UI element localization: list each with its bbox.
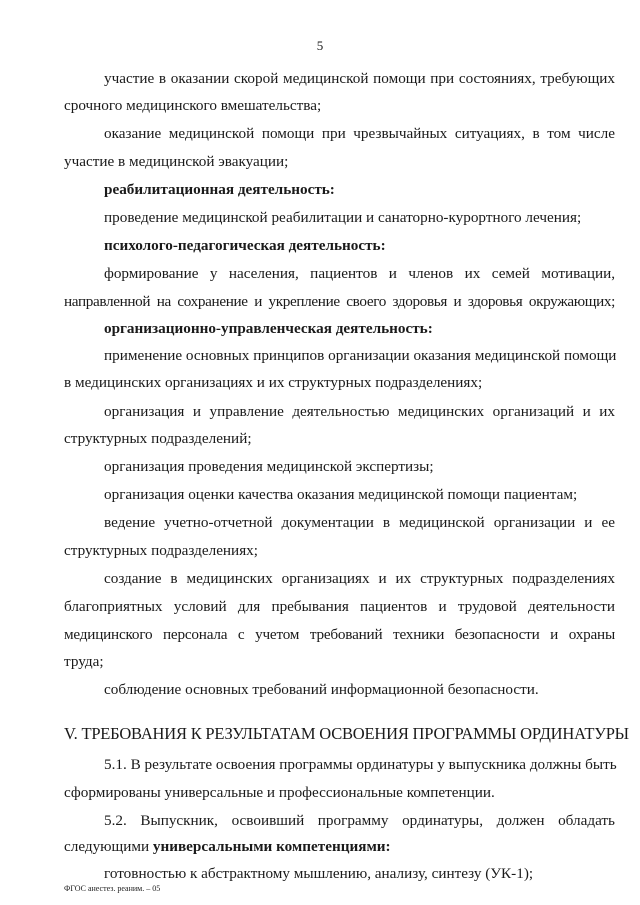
page-number: 5 [316, 38, 324, 53]
footer-note: ФГОС анестез. реаним. – 05 [64, 884, 161, 893]
text-line: 5.1. В результате освоения программы ординатуры у выпускника должны быть [104, 756, 617, 773]
text-line: медицинского персонала с учетом требований техники безопасности и охраны [64, 626, 615, 643]
section-label-rehabilitation: реабилитационная деятельность: [104, 181, 335, 198]
text-line: благоприятных условий для пребывания пациентов и трудовой деятельности [64, 598, 615, 615]
text-line: 5.2. Выпускник, освоивший программу ординатуры, должен обладать [104, 812, 615, 829]
text-line: структурных подразделениях; [64, 542, 258, 559]
section-heading: V. ТРЕБОВАНИЯ К РЕЗУЛЬТАТАМ ОСВОЕНИЯ ПРОГРАММЫ ОРДИНАТУРЫ [64, 724, 629, 743]
section-label-management: организационно-управленческая деятельность: [104, 320, 433, 337]
text-line: организация и управление деятельностью медицинских организаций и их [104, 403, 615, 420]
text-line: в медицинских организациях и их структурных подразделениях; [64, 374, 483, 391]
text-line: сформированы универсальные и профессиональные компетенции. [64, 784, 495, 801]
text-line: ведение учетно-отчетной документации в медицинской организации и ее [104, 514, 615, 531]
text-line: готовностью к абстрактному мышлению, анализу, синтезу (УК-1); [104, 865, 534, 882]
universal-competencies-label: универсальными компетенциями: [152, 838, 391, 855]
text-line: срочного медицинского вмешательства; [64, 97, 322, 114]
text-line: организация проведения медицинской экспертизы; [104, 458, 434, 475]
text-line: оказание медицинской помощи при чрезвычайных ситуациях, в том числе [104, 125, 615, 142]
text-line: формирование у населения, пациентов и членов их семей мотивации, [104, 265, 615, 282]
text-line: участие в оказании скорой медицинской помощи при состояниях, требующих [104, 70, 615, 87]
text-line: участие в медицинской эвакуации; [64, 153, 289, 170]
text-line [64, 838, 391, 856]
text-line-start: следующими [64, 838, 153, 855]
text-line: создание в медицинских организациях и их структурных подразделениях [104, 570, 615, 587]
text-line: применение основных принципов организации оказания медицинской помощи [104, 347, 617, 364]
text-line: труда; [64, 653, 104, 670]
section-label-psychology: психолого-педагогическая деятельность: [104, 237, 386, 254]
text-line: организация оценки качества оказания медицинской помощи пациентам; [104, 486, 578, 503]
text-line: соблюдение основных требований информационной безопасности. [104, 681, 539, 698]
text-line: направленной на сохранение и укрепление своего здоровья и здоровья окружающих; [64, 293, 615, 310]
text-line: структурных подразделений; [64, 430, 252, 447]
text-line: проведение медицинской реабилитации и санаторно-курортного лечения; [104, 209, 582, 226]
